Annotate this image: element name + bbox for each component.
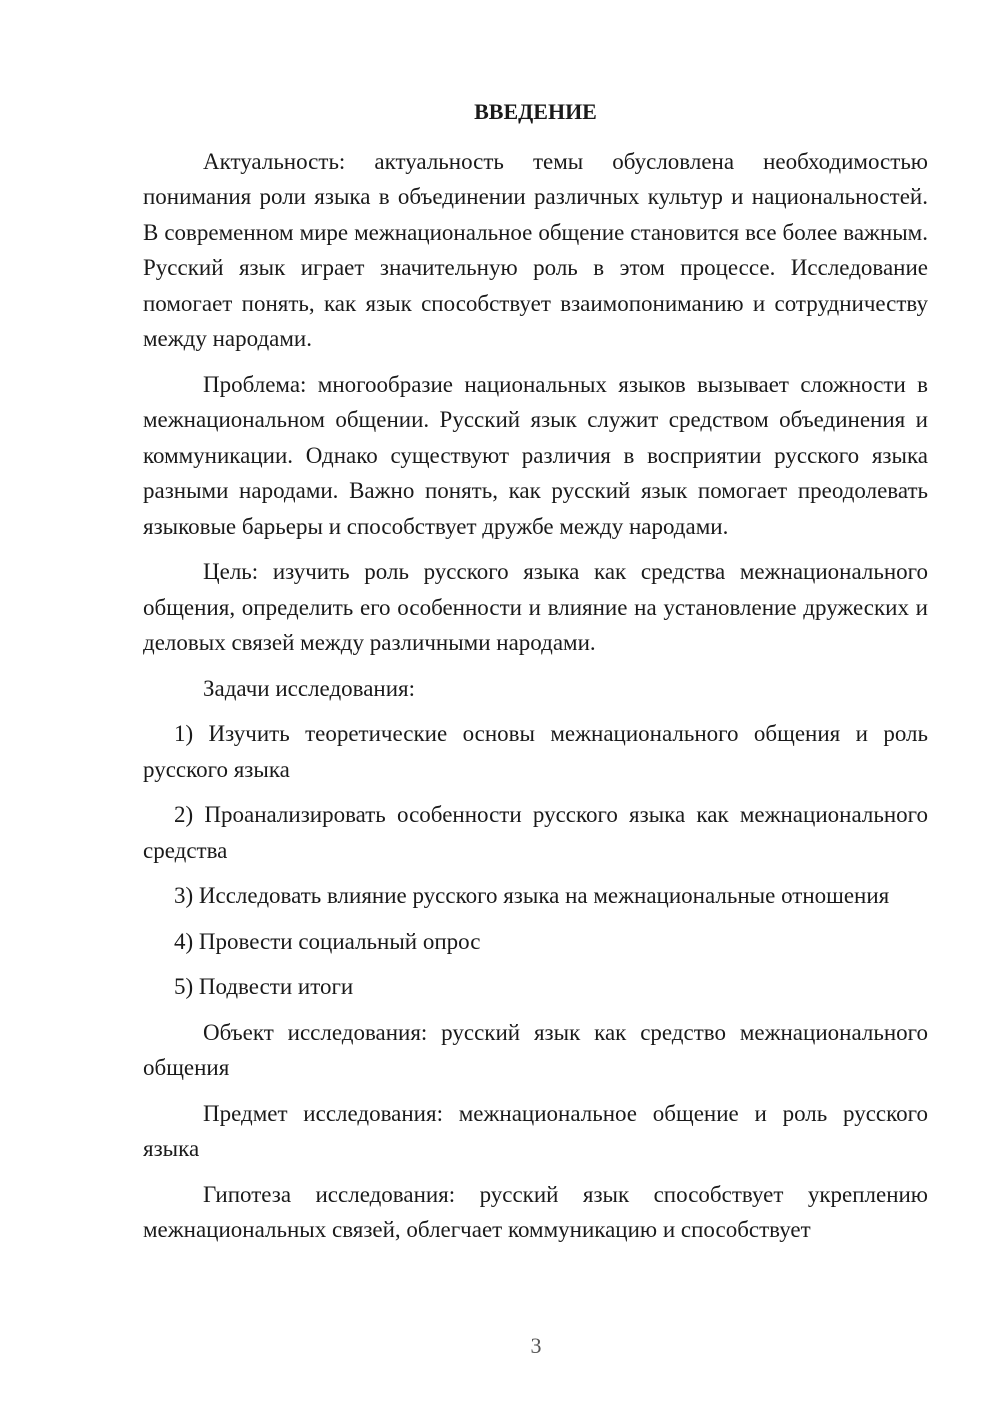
paragraph-hypothesis: Гипотеза исследования: русский язык способствует укреплению межнациональных связей, облегчает коммуникацию и способствует — [143, 1181, 928, 1242]
page-number: 3 — [530, 1333, 542, 1358]
task-item-1: 1) Изучить теоретические основы межнационального общения и роль русского языка — [143, 721, 928, 782]
paragraph-problem: Проблема: многообразие национальных языков вызывает сложности в межнациональном общении. Русский язык служит средством объединения и коммуникации. Однако существуют различия в восприятии русского языка разными народами. Важно понять, как русский язык помогает преодолевать языковые барьеры и способствует дружбе между народами. — [143, 371, 928, 539]
paragraph-subject: Предмет исследования: межнациональное общение и роль русского языка — [143, 1100, 928, 1161]
paragraph-relevance: Актуальность: актуальность темы обусловлена необходимостью понимания роли языка в объединении различных культур и национальностей. В современном мире межнациональное общение становится все более важным. Русский язык играет значительную роль в этом процессе. Исследование помогает понять, как язык способствует взаимопониманию и сотрудничеству между народами. — [143, 148, 928, 351]
document-body — [143, 94, 928, 1258]
task-item-2: 2) Проанализировать особенности русского языка как межнационального средства — [143, 802, 928, 863]
paragraph-object: Объект исследования: русский язык как средство межнационального общения — [143, 1019, 928, 1080]
paragraph-tasks-heading: Задачи исследования: — [203, 675, 416, 701]
task-item-3: 3) Исследовать влияние русского языка на межнациональные отношения — [174, 883, 890, 908]
paragraph-goal: Цель: изучить роль русского языка как средства межнационального общения, определить его особенности и влияние на установление дружеских и деловых связей между различными народами. — [143, 559, 928, 655]
task-item-4: 4) Провести социальный опрос — [174, 928, 481, 954]
section-title: ВВЕДЕНИЕ — [474, 99, 597, 124]
task-item-5: 5) Подвести итоги — [174, 974, 354, 999]
